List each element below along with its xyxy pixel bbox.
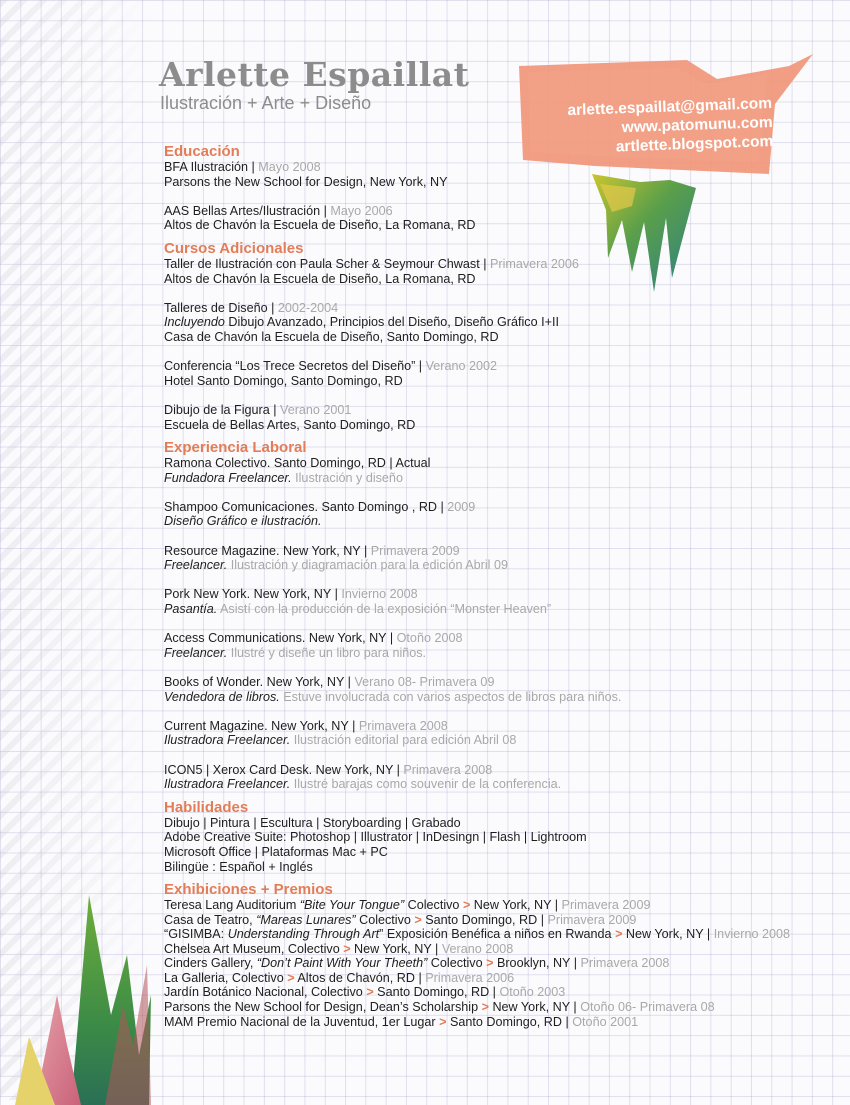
- blog-link[interactable]: artlette.blogspot.com: [615, 132, 774, 156]
- course-place: Casa de Chavón la Escuela de Diseño, Santo Domingo, RD: [164, 329, 499, 344]
- section-title-courses: Cursos Adicionales: [164, 239, 304, 257]
- experience-desc: Ilustré y diseñe un libro para niños.: [227, 645, 427, 660]
- exhibition-venue: “GISIMBA:: [164, 927, 228, 942]
- course-date: Verano 2002: [425, 359, 498, 374]
- exhibition-item: [164, 1000, 804, 1015]
- course-name: Taller de Ilustración con Paula Scher & Seymour Chwast: [164, 256, 480, 271]
- exhibition-item: [164, 985, 804, 1000]
- arrow-icon: >: [439, 1014, 447, 1029]
- separator: |: [248, 160, 259, 174]
- edu-degree: BFA Ilustración: [164, 160, 248, 174]
- exhibition-place: Santo Domingo, RD: [446, 1014, 562, 1029]
- experience-location: New York, NY: [305, 631, 387, 646]
- experience-role-line: [164, 558, 804, 573]
- leaf-decoration-bottom: [15, 895, 185, 1105]
- separator: |: [344, 675, 355, 689]
- exhibition-kind: , Colectivo: [304, 985, 367, 1000]
- edu-degree: AAS Bellas Artes/Ilustración: [164, 203, 321, 218]
- separator: |: [393, 762, 404, 777]
- arrow-icon: >: [414, 912, 422, 927]
- experience-role: Fundadora Freelancer.: [164, 470, 292, 485]
- exhibition-date: Primavera 2009: [561, 898, 651, 913]
- exhibition-date: Primavera 2009: [547, 912, 637, 927]
- separator: |: [569, 999, 581, 1014]
- edu-line: [164, 204, 804, 219]
- exhibition-show: “Don’t Paint With Your Theeth”: [256, 956, 428, 971]
- experience-role-line: [164, 690, 804, 705]
- separator: |: [561, 1014, 573, 1029]
- exhibition-place: Santo Domingo, RD: [373, 985, 490, 1000]
- course-place: Altos de Chavón la Escuela de Diseño, La Romana, RD: [164, 271, 476, 286]
- exhibition-kind: , Colectivo: [280, 941, 344, 956]
- exhibition-date: Primavera 2008: [580, 956, 670, 971]
- email-link[interactable]: arlette.espaillat@gmail.com: [567, 94, 773, 120]
- exhibition-place: New York, NY: [622, 927, 704, 942]
- experience-desc: Ilustré barajas como souvenir de la conferencia.: [290, 777, 562, 792]
- separator: |: [570, 956, 581, 971]
- exhibition-kind: , Dean’s Scholarship: [362, 999, 482, 1014]
- experience-location: New York, NY: [279, 543, 361, 558]
- experience-item: [164, 631, 804, 646]
- course-place: Escuela de Bellas Artes, Santo Domingo, RD: [164, 417, 416, 432]
- skills-line: Bilingüe : Español + Inglés: [164, 859, 313, 874]
- exhibition-venue: Chelsea Art Museum: [164, 941, 281, 956]
- arrow-icon: >: [366, 985, 374, 1000]
- skills-line: Dibujo | Pintura | Escultura | Storyboarding | Grabado: [164, 815, 461, 830]
- course-note-lead: Incluyendo: [164, 315, 225, 330]
- exhibition-show: “Mareas Lunares”: [256, 912, 356, 927]
- exhibition-place: New York, NY: [488, 999, 570, 1014]
- experience-desc: Ilustración y diseño: [291, 470, 403, 485]
- experience-role-line: [164, 471, 804, 486]
- arrow-icon: >: [287, 970, 295, 985]
- edu-date: Mayo 2008: [258, 160, 321, 174]
- exhibition-venue: Cinders Gallery,: [164, 956, 257, 971]
- separator: |: [415, 359, 426, 374]
- experience-role: Freelancer.: [164, 558, 228, 573]
- experience-item: [164, 456, 804, 471]
- exhibition-date: Otoño 2003: [499, 985, 566, 1000]
- separator: |: [267, 300, 278, 315]
- section-title-experience: Experiencia Laboral: [164, 439, 307, 457]
- separator: |: [551, 898, 562, 913]
- skills-line: Microsoft Office | Plataformas Mac + PC: [164, 844, 388, 859]
- experience-desc: Asistí con la producción de la exposición “Monster Heaven”: [217, 602, 552, 617]
- exhibitions-list: [164, 898, 804, 1029]
- exhibition-venue: La Galleria: [164, 970, 225, 985]
- separator: |: [431, 941, 442, 956]
- exhibition-kind: Colectivo: [427, 956, 487, 971]
- experience-desc: Estuve involucrada con varios aspectos de libros para niños.: [279, 689, 622, 704]
- arrow-icon: >: [343, 941, 351, 956]
- course-line: [164, 257, 804, 272]
- arrow-icon: >: [615, 927, 623, 942]
- exhibition-item: [164, 927, 804, 942]
- experience-item: [164, 544, 804, 559]
- experience-date: Primavera 2009: [370, 543, 460, 558]
- experience-list: [164, 456, 804, 792]
- separator: |: [479, 256, 490, 271]
- experience-org: Ramona Colectivo. Santo Domingo, RD | Actual: [164, 456, 431, 471]
- separator: |: [489, 985, 500, 1000]
- course-line: [164, 403, 804, 418]
- experience-item: [164, 500, 804, 515]
- exhibition-date: Primavera 2006: [425, 970, 515, 985]
- exhibition-kind: , Colectivo: [224, 970, 288, 985]
- experience-org: ICON5 | Xerox Card Desk.: [164, 762, 313, 777]
- exhibition-date: Otoño 06- Primavera 08: [580, 999, 715, 1014]
- exhibition-kind: Colectivo: [404, 898, 463, 913]
- experience-item: [164, 763, 804, 778]
- experience-org: Access Communications.: [164, 631, 306, 646]
- experience-location: New York, NY: [263, 675, 345, 689]
- experience-date: Otoño 2008: [396, 631, 463, 646]
- experience-location: New York, NY: [312, 762, 394, 777]
- experience-role-line: [164, 646, 804, 661]
- exhibition-item: [164, 913, 804, 928]
- experience-role: Ilustradora Freelancer.: [164, 733, 291, 748]
- experience-date: 2009: [447, 499, 476, 514]
- exhibition-venue: Casa de Teatro,: [164, 912, 257, 927]
- exhibition-venue: MAM Premio Nacional de la Juventud: [164, 1014, 375, 1029]
- edu-school: Parsons the New School for Design, New York, NY: [164, 174, 448, 189]
- arrow-icon: >: [481, 999, 489, 1014]
- course-name: Conferencia “Los Trece Secretos del Diseño”: [164, 359, 416, 374]
- section-title-skills: Habilidades: [164, 798, 249, 816]
- experience-date: Invierno 2008: [341, 587, 418, 602]
- experience-item: [164, 675, 804, 690]
- section-title-exhibitions: Exhibiciones + Premios: [164, 881, 333, 899]
- experience-role-line: [164, 777, 804, 792]
- separator: |: [537, 912, 548, 927]
- exhibition-place: Altos de Chavón, RD: [294, 970, 415, 985]
- experience-org: Books of Wonder.: [164, 675, 264, 689]
- page-title: Arlette Espaillat: [159, 55, 470, 94]
- course-line: [164, 359, 804, 374]
- exhibition-place: Santo Domingo, RD: [421, 912, 538, 927]
- exhibition-venue: Jardín Botánico Nacional: [164, 985, 305, 1000]
- exhibition-date: Invierno 2008: [713, 927, 791, 942]
- experience-role: Vendedora de libros.: [164, 689, 280, 704]
- separator: |: [331, 587, 342, 602]
- experience-desc: Ilustración y diagramación para la edición Abril 09: [227, 558, 508, 573]
- exhibition-item: [164, 898, 804, 913]
- experience-date: Primavera 2008: [403, 762, 493, 777]
- course-line: [164, 301, 804, 316]
- skills-line: Adobe Creative Suite: Photoshop | Illustrator | InDesingn | Flash | Lightroom: [164, 830, 587, 845]
- experience-org: Current Magazine.: [164, 718, 268, 733]
- experience-role: Pasantía.: [164, 602, 218, 617]
- separator: |: [414, 970, 426, 985]
- experience-date: Primavera 2008: [358, 718, 448, 733]
- exhibition-show: Understanding Through Art: [227, 927, 380, 942]
- experience-location: New York, NY: [267, 718, 349, 733]
- edu-line: [164, 160, 804, 175]
- experience-role: Freelancer.: [164, 645, 228, 660]
- course-note-text: Dibujo Avanzado, Principios del Diseño, Diseño Gráfico I+II: [224, 315, 559, 330]
- experience-org: Shampoo Comunicaciones. Santo Domingo , RD |: [164, 499, 448, 514]
- edu-date: Mayo 2006: [330, 203, 393, 218]
- exhibition-show: “Bite Your Tongue”: [299, 898, 405, 913]
- exhibition-date: Otoño 2001: [572, 1014, 639, 1029]
- separator: |: [348, 718, 359, 733]
- course-date: Verano 2001: [280, 402, 352, 417]
- separator: |: [386, 631, 397, 646]
- exhibition-item: [164, 1015, 804, 1030]
- experience-date: Verano 08- Primavera 09: [354, 675, 495, 689]
- exhibition-venue: Parsons the New School for Design: [164, 999, 363, 1014]
- separator: |: [360, 543, 371, 558]
- course-date: Primavera 2006: [489, 256, 579, 271]
- exhibition-place: Brooklyn, NY: [493, 956, 571, 971]
- exhibition-venue: Teresa Lang Auditorium: [164, 898, 300, 913]
- exhibition-date: Verano 2008: [441, 941, 514, 956]
- exhibition-item: [164, 971, 804, 986]
- exhibition-item: [164, 956, 804, 971]
- experience-desc: Ilustración editorial para edición Abril 08: [290, 733, 517, 748]
- exhibition-place: New York, NY: [350, 941, 432, 956]
- experience-role-line: [164, 602, 804, 617]
- exhibition-kind: Colectivo: [355, 912, 415, 927]
- website-link[interactable]: www.patomunu.com: [621, 113, 774, 137]
- section-title-education: Educación: [164, 143, 240, 160]
- experience-item: [164, 587, 804, 602]
- course-name: Talleres de Diseño: [164, 300, 268, 315]
- exhibition-item: [164, 942, 804, 957]
- cv-content: [164, 143, 804, 1029]
- experience-location: New York, NY: [250, 587, 332, 602]
- course-name: Dibujo de la Figura: [164, 402, 270, 417]
- arrow-icon: >: [462, 898, 471, 913]
- experience-item: [164, 719, 804, 734]
- course-date: 2002-2004: [277, 300, 339, 315]
- tagline: Ilustración + Arte + Diseño: [160, 93, 372, 113]
- edu-school: Altos de Chavón la Escuela de Diseño, La Romana, RD: [164, 218, 476, 233]
- experience-role-line: [164, 514, 804, 529]
- separator: |: [320, 203, 331, 218]
- exhibition-place: New York, NY: [470, 898, 552, 913]
- separator: |: [269, 402, 280, 417]
- exhibition-kind: ” Exposición Benéfica a niños en Rwanda: [379, 927, 616, 942]
- separator: |: [703, 927, 714, 942]
- experience-role: Diseño Gráfico e ilustración.: [164, 514, 322, 529]
- experience-role: Ilustradora Freelancer.: [164, 777, 291, 792]
- course-place: Hotel Santo Domingo, Santo Domingo, RD: [164, 373, 403, 388]
- arrow-icon: >: [486, 956, 494, 971]
- exhibition-kind: , 1er Lugar: [374, 1014, 440, 1029]
- experience-org: Pork New York.: [164, 587, 251, 602]
- experience-role-line: [164, 733, 804, 748]
- course-note: [164, 315, 804, 330]
- experience-org: Resource Magazine.: [164, 543, 280, 558]
